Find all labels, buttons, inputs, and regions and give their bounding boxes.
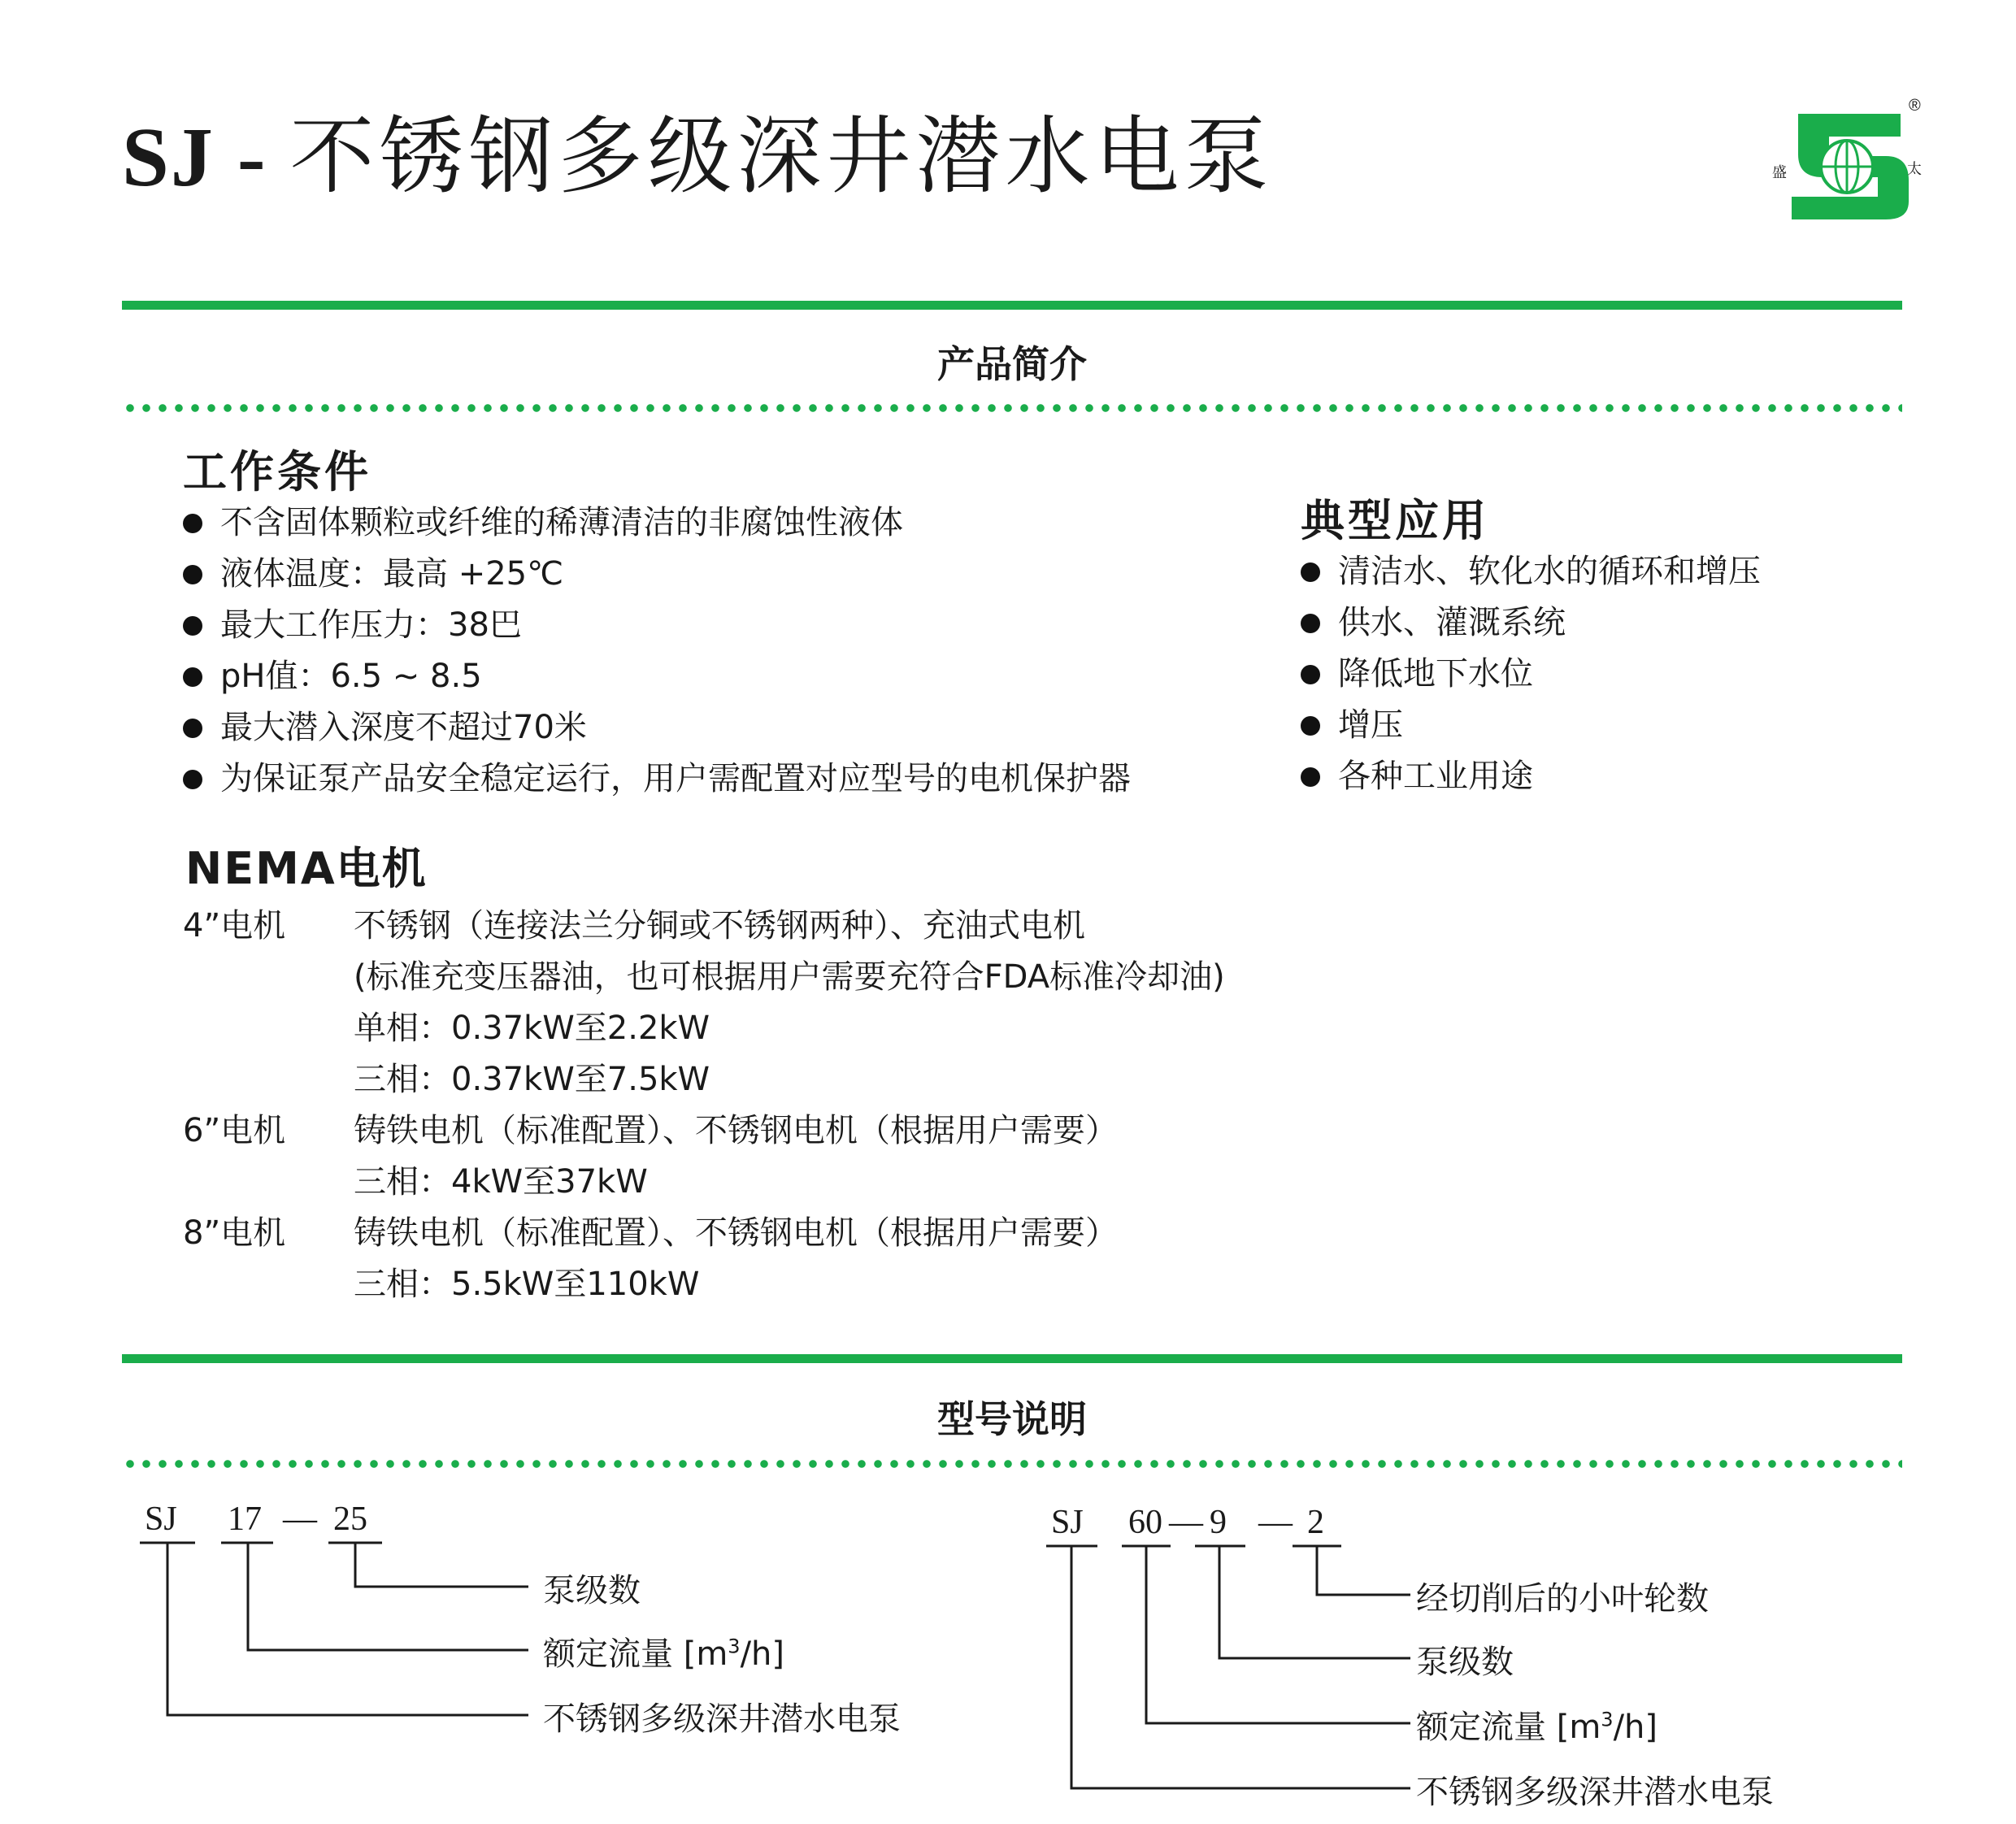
model2-code-dash-2: —: [1258, 1504, 1293, 1541]
model2-code-dash-1: —: [1169, 1504, 1203, 1541]
section-title-model: 型号说明: [937, 1397, 1087, 1441]
motor-label-6: 6”电机: [183, 1112, 286, 1149]
model2-label-stages: 泵级数: [1416, 1644, 1514, 1681]
model2-label-trimmed: 经切削后的小叶轮数: [1416, 1580, 1709, 1618]
title-code: SJ -: [122, 111, 290, 204]
motor-4-line-3: 单相：0.37kW至2.2kW: [354, 1010, 710, 1047]
model1-label-stages: 泵级数: [543, 1572, 641, 1609]
model1-code-stages: 25: [333, 1500, 367, 1538]
list-item: pH值：6.5 ~ 8.5: [183, 651, 1131, 702]
list-item: 为保证泵产品安全稳定运行，用户需配置对应型号的电机保护器: [183, 753, 1131, 805]
motor-label-4: 4”电机: [183, 907, 286, 945]
model2-code-trimmed: 2: [1307, 1504, 1324, 1541]
title-name: 不锈钢多级深井潜水电泵: [289, 106, 1274, 206]
motor-4-line-1: 不锈钢（连接法兰分铜或不锈钢两种）、充油式电机: [354, 907, 1085, 945]
motor-4-line-4: 三相：0.37kW至7.5kW: [354, 1061, 710, 1098]
model1-code-dash: —: [283, 1500, 317, 1538]
motor-6-line-1: 铸铁电机（标准配置）、不锈钢电机（根据用户需要）: [354, 1112, 1118, 1149]
model1-code-sj: SJ: [145, 1500, 177, 1538]
model2-code-flow: 60: [1128, 1504, 1162, 1541]
logo-right-char: 太: [1907, 161, 1922, 178]
list-item: 各种工业用途: [1301, 751, 1761, 802]
motor-label-8: 8”电机: [183, 1214, 286, 1252]
list-item: 最大工作压力：38巴: [183, 600, 1131, 651]
model2-label-flow: 额定流量 $[m^3/h]$: [1416, 1708, 1658, 1746]
applications-heading: 典型应用: [1301, 495, 1489, 546]
list-item: 清洁水、软化水的循环和增压: [1301, 546, 1761, 597]
conditions-heading: 工作条件: [183, 446, 371, 497]
list-item: 供水、灌溉系统: [1301, 597, 1761, 649]
motor-6-line-2: 三相：4kW至37kW: [354, 1163, 648, 1201]
model1-code-flow: 17: [228, 1500, 262, 1538]
list-item: 降低地下水位: [1301, 649, 1761, 700]
model2-code-sj: SJ: [1051, 1504, 1084, 1541]
model2-label-pump: 不锈钢多级深井潜水电泵: [1416, 1774, 1774, 1811]
list-item: 不含固体颗粒或纤维的稀薄清洁的非腐蚀性液体: [183, 497, 1131, 549]
nema-heading: NEMA电机: [185, 843, 428, 894]
list-item: 增压: [1301, 700, 1761, 751]
motor-8-line-1: 铸铁电机（标准配置）、不锈钢电机（根据用户需要）: [354, 1214, 1118, 1252]
logo-left-char: 盛: [1772, 164, 1787, 181]
motor-4-line-2: (标准充变压器油，也可根据用户需要充符合FDA标准冷却油): [354, 958, 1225, 996]
registered-mark: ®: [1909, 97, 1921, 115]
model2-code-stages: 9: [1210, 1504, 1227, 1541]
list-item: 最大潜入深度不超过70米: [183, 702, 1131, 753]
model1-label-flow: 额定流量 $[m^3/h]$: [543, 1635, 785, 1673]
section-title-intro: 产品简介: [937, 342, 1087, 386]
list-item: 液体温度：最高 +25℃: [183, 549, 1131, 600]
motor-8-line-2: 三相：5.5kW至110kW: [354, 1266, 700, 1303]
model1-label-pump: 不锈钢多级深井潜水电泵: [543, 1700, 901, 1738]
